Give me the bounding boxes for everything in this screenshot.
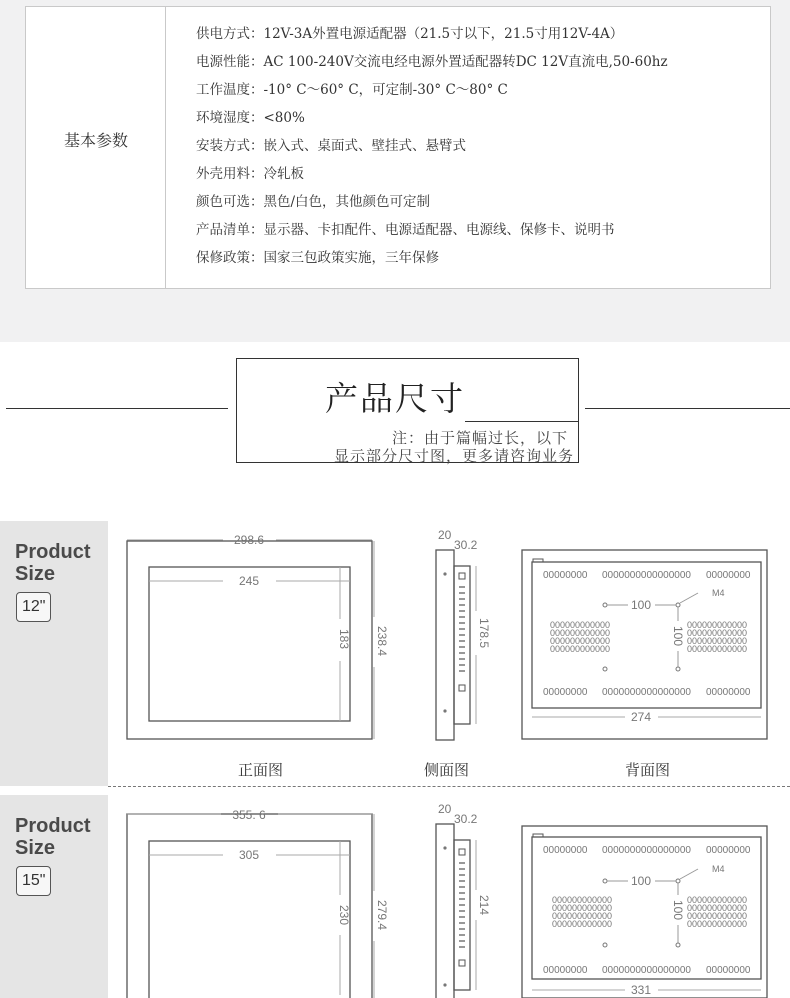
vent-row-top-right-12: 00000000 <box>706 570 751 581</box>
svg-text:000000000000: 000000000000 <box>687 919 748 929</box>
vent-row-top-mid-15: 0000000000000000 <box>602 845 691 856</box>
vent-row-top-left-15: 00000000 <box>543 845 588 856</box>
vent-row-bottom-mid-12: 0000000000000000 <box>602 687 691 698</box>
back-width-15: 331 <box>630 983 652 997</box>
section-divider <box>108 786 790 787</box>
front-outer-width-15: 355. 6 <box>232 808 266 822</box>
front-view-12 <box>127 533 389 739</box>
spec-row-humidity: 环境湿度：<80% <box>196 110 305 126</box>
product-size-panel-12 <box>0 521 108 786</box>
header-right-rule <box>585 408 790 409</box>
spec-label-cell <box>26 7 166 288</box>
svg-text:000000000000: 000000000000 <box>552 911 613 921</box>
front-inner-width-12: 245 <box>238 574 260 588</box>
caption-front: 正面图 <box>238 761 284 779</box>
spec-row-color: 颜色可选：黑色/白色，其他颜色可定制 <box>196 194 431 210</box>
spec-section <box>0 0 790 342</box>
drawings-12 <box>108 521 790 786</box>
back-hole-spacing-v-15: 100 <box>671 899 685 921</box>
vent-row-bottom-left-15: 00000000 <box>543 965 588 976</box>
back-hole-spacing-15: 100 <box>630 874 652 888</box>
svg-text:000000000000: 000000000000 <box>552 895 613 905</box>
spec-row-temperature: 工作温度：-10° C～60° C，可定制-30° C～80° C <box>196 82 508 98</box>
size-badge-15: 15" <box>16 866 51 896</box>
product-size-title: Product <box>15 815 91 837</box>
caption-back: 背面图 <box>625 761 671 779</box>
spec-row-mounting: 安装方式：嵌入式、桌面式、壁挂式、悬臂式 <box>196 138 466 154</box>
size-badge-12: 12" <box>16 592 51 622</box>
side-height-15: 214 <box>477 894 491 916</box>
svg-text:000000000000: 000000000000 <box>550 636 611 646</box>
vent-row-bottom-mid-15: 0000000000000000 <box>602 965 691 976</box>
front-view-15 <box>127 808 389 998</box>
section-title: 产品尺寸 <box>325 379 465 418</box>
vent-row-top-left-12: 00000000 <box>543 570 588 581</box>
spec-table <box>25 6 771 289</box>
spec-label: 基本参数 <box>63 131 128 150</box>
svg-text:000000000000: 000000000000 <box>687 895 748 905</box>
side-view-12 <box>436 528 491 740</box>
side-depth-12: 20 <box>438 528 452 542</box>
svg-text:000000000000: 000000000000 <box>687 644 748 654</box>
product-size-panel-15 <box>0 795 108 998</box>
svg-text:000000000000: 000000000000 <box>687 903 748 913</box>
svg-text:000000000000: 000000000000 <box>552 903 613 913</box>
section-header <box>236 358 579 463</box>
back-view-12 <box>522 550 767 739</box>
front-outer-height-12: 238.4 <box>375 625 389 657</box>
vent-row-bottom-right-15: 00000000 <box>706 965 751 976</box>
svg-text:000000000000: 000000000000 <box>687 636 748 646</box>
back-view-15 <box>522 826 767 998</box>
back-hole-spacing-12: 100 <box>630 598 652 612</box>
side-depth2-12: 30.2 <box>454 538 478 552</box>
svg-text:000000000000: 000000000000 <box>550 620 611 630</box>
front-inner-height-12: 183 <box>337 628 351 650</box>
spec-row-power: 供电方式：12V-3A外置电源适配器（21.5寸以下，21.5寸用12V-4A） <box>196 26 624 42</box>
header-left-rule <box>6 408 228 409</box>
back-width-12: 274 <box>630 710 652 724</box>
vent-row-top-right-15: 00000000 <box>706 845 751 856</box>
product-size-title: Product <box>15 541 91 563</box>
header-note-line1: 注：由于篇幅过长，以下 <box>391 429 568 447</box>
drawings-15 <box>108 795 790 998</box>
caption-side: 侧面图 <box>424 761 470 779</box>
title-underline <box>465 421 579 422</box>
product-size-subtitle: Size <box>15 837 56 859</box>
spec-row-warranty: 保修政策：国家三包政策实施，三年保修 <box>196 250 439 266</box>
header-note-line2: 显示部分尺寸图，更多请咨询业务 <box>333 447 574 465</box>
svg-text:000000000000: 000000000000 <box>550 628 611 638</box>
spec-rows <box>196 20 668 272</box>
front-inner-height-15: 230 <box>337 904 351 926</box>
side-view-15 <box>436 802 491 998</box>
product-size-subtitle: Size <box>15 563 56 585</box>
svg-text:000000000000: 000000000000 <box>552 919 613 929</box>
svg-text:000000000000: 000000000000 <box>687 620 748 630</box>
spec-row-package: 产品清单：显示器、卡扣配件、电源适配器、电源线、保修卡、说明书 <box>196 222 615 238</box>
back-hole-spacing-v-12: 100 <box>671 625 685 647</box>
vent-row-bottom-right-12: 00000000 <box>706 687 751 698</box>
vent-row-top-mid-12: 0000000000000000 <box>602 570 691 581</box>
svg-text:000000000000: 000000000000 <box>550 644 611 654</box>
side-depth2-15: 30.2 <box>454 812 478 826</box>
vent-row-bottom-left-12: 00000000 <box>543 687 588 698</box>
front-outer-width-12: 298.6 <box>233 533 265 547</box>
spec-row-power-performance: 电源性能：AC 100-240V交流电经电源外置适配器转DC 12V直流电,50-60hz <box>196 54 668 70</box>
svg-text:000000000000: 000000000000 <box>687 911 748 921</box>
front-inner-width-15: 305 <box>238 848 260 862</box>
screw-label-15: M4 <box>712 864 725 874</box>
spec-row-housing: 外壳用料：冷轧板 <box>196 166 304 182</box>
side-depth-15: 20 <box>438 802 452 816</box>
svg-text:000000000000: 000000000000 <box>687 628 748 638</box>
screw-label-12: M4 <box>712 588 725 598</box>
side-height-12: 178.5 <box>477 617 491 649</box>
front-outer-height-15: 279.4 <box>375 899 389 931</box>
